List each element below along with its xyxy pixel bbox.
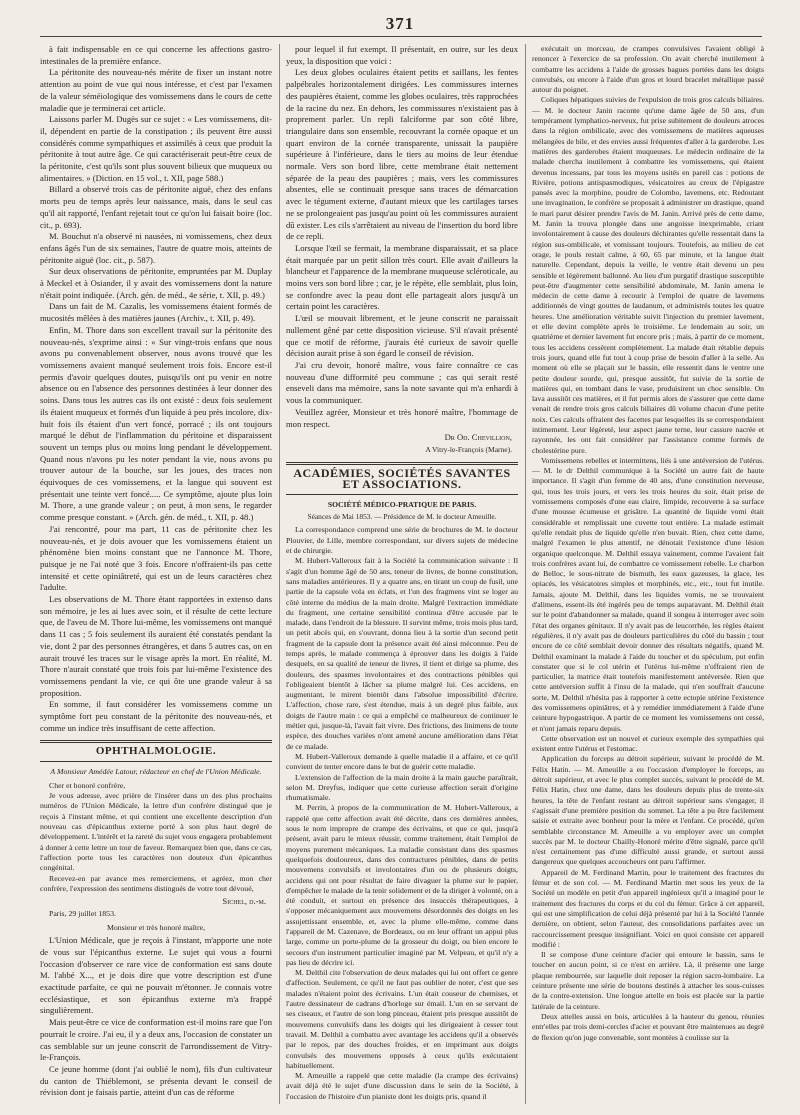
paragraph: Dans un fait de M. Cazalis, les vomissemens étaient formés de mucosités mêlées à des matières jaunes (Archiv., t. XII, p. 49).	[40, 301, 272, 324]
paragraph: M. Perrin, à propos de la communication de M. Hubert-Valleroux, a rappelé que cette affection avait été décrite, dans ces dernières années, sous le nom impropre de crampe des écrivains, et que ce qui, jusqu'à présent, avait paru le mieux réussir, comme traitement, était l'emploi de moyens purement mécaniques. La maladie consistant dans des spasmes quelquefois douloureux, dans des contractures pénibles, dans de petits mouvemens convulsifs et involontaires d'un ou de plusieurs doigts, accidens qui ont pour résultat de faire divaguer la plume sur le papier, d'empêcher le malade de la tenir solidement et de la diriger à volonté, on a été conduit, et surtout en présence des insuccès thérapeutiques, à s'opposer mécaniquement aux mouvemens désordonnés des doigts en les assujettissant ensemble, et, avec la plume elle-même, comme dans l'appareil de M. Cazenave, de Bordeaux, ou en leur offrant un appui plus large, comme un porte-plume de la grosseur du doigt, ou bien encore le secours d'un instrument particulier imaginé par M. Velpeau, et qu'il n'y a pas lieu de décrire ici.	[286, 803, 518, 967]
letter-date: Paris, 29 juillet 1853.	[49, 908, 116, 918]
column-divider	[525, 44, 526, 1104]
paragraph: Application du forceps au détroit supérieur, suivant le procédé de M. Félix Hatin. — M. Ameuille a eu l'occasion d'employer le forceps, au détroit supérieur, et avec le plus complet succès, suivant le procédé de M. Félix Hatin, chez une dame, dans les douleurs depuis plus de trente-six heures, la tête de l'enfant restant au détroit supérieur sans s'engager, il s'agissait d'une première position du sommet. La tête a pu être facilement saisie et extraite avec bonheur pour la mère et l'enfant. Ce procédé, qu'en semblable circonstance M. Ameuille a vu employer avec un complet succès par M. le docteur Chailly-Honoré mérite d'être signalé, parce qu'il n'est certainement pas d'une difficulté aussi grande, et surtout aussi dangereux que quelques accoucheurs ont paru l'affirmer.	[532, 754, 764, 867]
letter-1	[40, 781, 272, 894]
paragraph: Lorsque l'œil se fermait, la membrane disparaissait, et sa place était marquée par un petit sillon très court. Elle avait d'ailleurs la blancheur et l'apparence de la membrane muqueuse scléroticale, au moins vers son bord libre ; car, je le répète, elle semblait, plus loin, se confondre avec la peau dont elle partageait alors jusqu'à un certain point les caractères.	[286, 242, 518, 312]
section-title-academies: ACADÉMIES, SOCIÉTÉS SAVANTES ET ASSOCIATIONS.	[286, 462, 518, 495]
paragraph: Ce jeune homme (dont j'ai oublié le nom), fils d'un cultivateur du canton de Thiéblemont, se présenta devant le conseil de révision dont je faisais partie, atteint d'un cas de réforme	[40, 1064, 272, 1098]
column-divider	[279, 44, 280, 1104]
paragraph: L'œil se mouvait librement, et le jeune conscrit ne paraissait nullement gêné par cette disposition vicieuse. S'il n'avait présenté que ce motif de réforme, j'aurais été curieux de savoir quelle décision aurait prise à son égard le conseil de révision.	[286, 313, 518, 359]
paragraph: M. Hubert-Valleroux fait à la Société la communication suivante : Il s'agit d'un homme âgé de 50 ans, teneur de livres, de bonne constitution, sans maladies antérieures. Il y a quatre ans, en tirant un coup de fusil, une partie de la capsule vola en éclats, et l'un des fragmens vint se loger au côté interne du médius de la main droite. Malgré l'extraction immédiate du fragment, une certaine sensibilité continua d'être accusée par le malade, dans l'endroit de la blessure. Il survint même, trois mois plus tard, un petit abcès qui, en s'ouvrant, donna lieu à la sortie d'un second petit fragment de la capsule dont la présence avait été ainsi méconnue. Peu de temps après, le malade commença à éprouver dans les doigts à l'aide desquels, en sa qualité de teneur de livres, il tient et dirige sa plume, des douleurs, des spasmes involontaires et des contractions pénibles qui l'obligeaient bientôt à lâcher sa plume malgré lui. Ces accidens, en augmentant, le mirent bientôt dans l'absolue impossibilité d'écrire. L'affection, chose rare, s'est étendue, mais à un degré plus faible, aux doigts de l'autre main : ce qui a empêché ce malheureux de continuer le métier qui, jusque-là, l'avait fait vivre. Des frictions, des linimens de toute espèce, des douches variées n'ont amené aucune amélioration dans l'état de ce malade.	[286, 556, 518, 751]
col2-letter	[286, 44, 518, 430]
paragraph: pour lequel il fut exempt. Il présentait, en outre, sur les deux yeux, la disposition que voici :	[286, 44, 518, 66]
letter-signature: Sichel, d.-m.	[222, 896, 266, 907]
column-left	[40, 44, 272, 1104]
society-title: SOCIÉTÉ MÉDICO-PRATIQUE DE PARIS.	[327, 500, 477, 510]
paragraph: Je vous adresse, avec prière de l'insérer dans un des plus prochains numéros de l'Union Médicale, la lettre d'un confrère distingué que je reçois à l'instant même, et qui contient une excellente description d'un nouveau cas d'épicanthus externe porté à son plus haut degré de développement. L'intérêt et la rareté du sujet vous engagera probablement à donner à cette lettre un tour de faveur. Remarquez bien que, dans ce cas, l'affection porte tous les caractères non douteux d'un épicanthus congénital.	[40, 791, 272, 873]
paragraph: Cher et honoré confrère,	[49, 780, 126, 790]
paragraph: En somme, il faut considérer les vomissemens comme un symptôme fort peu constant de la péritonite des nouveau-nés, et comme un indice très insuffisant de cette affection.	[40, 699, 272, 733]
header-rule	[40, 36, 762, 37]
paragraph: Sur deux observations de péritonite, empruntées par M. Duplay à Meckel et à Osiander, il y avait des vomissemens dont la nature n'était point indiquée. (Arch. gén. de méd., 4e série, t. XII, p. 49.)	[40, 266, 272, 300]
paragraph: M. Ameuille a rappelé que cette maladie (la crampe des écrivains) avait déjà été le sujet d'une discussion dans le sein de la Société, à l'occasion de l'histoire d'un pianiste dont les doigts pris, quand il	[286, 1071, 518, 1101]
author-location: A Vitry-le-François (Marne).	[425, 444, 512, 454]
paragraph: M. Hubert-Valleroux demande à quelle maladie il a affaire, et ce qu'il convient de tenter encore dans le but de guérir cette maladie.	[286, 751, 518, 772]
page-number: 371	[385, 14, 415, 33]
paragraph: exécutait un morceau, de crampes convulsives l'avaient obligé à renoncer à l'exercice de sa profession. On avait cherché inutilement à combattre les accidens à l'aide de grosses bagues portées dans les doigts convulsés, ou encore à l'aide d'un gros et lourd bracelet métallique passé autour du poignet.	[532, 44, 764, 95]
paragraph: Billard a observé trois cas de péritonite aiguë, chez des enfans morts peu de temps après leur naissance, mais, dans le seul cas qu'il ait rapporté, l'enfant rejetait tout ce qu'on lui faisait boire (loc. cit., p. 693).	[40, 184, 272, 230]
paragraph: Deux attelles aussi en bois, articulées à la hauteur du genou, réunies entr'elles par trois demi-cercles d'acier et pouvant être maintenues au degré de flexion qu'on juge convenable, sont montées à coulisse sur la	[532, 1011, 764, 1042]
paragraph: Mais peut-être ce vice de conformation est-il moins rare que l'on pourrait le croire. J'ai eu, il y a deux ans, l'occasion de constater un cas semblable sur un jeune conscrit de l'arrondissement de Vitry-le-François.	[40, 1017, 272, 1063]
letter-2	[40, 935, 272, 1099]
author-signature: Dr Od. Chevillion,	[444, 432, 512, 443]
paragraph: Coliques hépatiques suivies de l'expulsion de trois gros calculs biliaires. — M. le docteur Janin raconte qu'une dame âgée de 50 ans, d'un tempérament lymphatico-nerveux, fut prise subitement de douleurs atroces dans la région ombilicale, avec des vomissemens de matières aqueuses mélangées de bile, et des envies aussi fréquentes d'aller à la garderobe. Les matières des garderobes étaient muqueuses. Le médecin ordinaire de la malade chercha inutilement à combattre les vomissemens, qui étaient devenus incessans, par tous les moyens usités en pareil cas : potions de Rivière, potions antispasmodiques, vésicatoires au creux de l'épigastre pansés avec la morphine, poudre de Colombo, lavemens, etc. Redoutant une invagination, le confrère se proposait à administrer un drastique, quand le mari parut désirer prendre l'avis de M. Janin. Arrivé près de cette dame, M. Janin la trouva plongée dans une angoisse inexprimable, criant involontairement à cause des douleurs déchirantes qu'elle ressentait dans la région sus-ombilicale, et vomissant toujours. Toutefois, au milieu de cet orage, le pouls restait calme, à 60, 65 par minute, et la langue était naturelle. Cependant, depuis la veille, le ventre était devenu un peu sensible et légèrement ballonné. Au lieu d'un purgatif drastique susceptible peut-être d'augmenter cette sensibilité abdominale, M. Janin amena le médecin de cette dame à recourir à l'emploi de quatre de lavemens additionnés de vingt gouttes de laudanum, et administrés toutes les quatre heures. Une amélioration véritable suivit l'injection du premier lavement, et elle devint complète après le troisième. Le lendemain au soir, un quatrième et dernier lavement fut encore pris ; mais, à partir de ce moment, tous les accidens cessèrent complètement. La malade était rétablie depuis trois jours, quand elle fut tout à coup prise de besoin d'aller à la selle. Au moment où elle se plaçait sur le bassin, elle ressentit dans le ventre une petite douleur sourde, qui, presque aussitôt, fut suivie de la sortie de matières qui, en tombant dans le vase, produisirent un choc sensible. On lava aussitôt ces matières, et il fut permis alors de s'assurer que cette dame venait de rendre trois gros calculs biliaires dû volume chacun d'une petite noix. Ces calculs offraient des facettes par lesquelles ils se correspondaient intimement. Leur légèreté, leur aspect jaune terne, leur cassure nacrée et rayonnée, les ont fait considérer par l'assistance comme formés de cholestérine pure.	[532, 95, 764, 455]
paragraph: La correspondance comprend une série de brochures de M. le docteur Plouvier, de Lille, membre correspondant, sur divers sujets de médecine et de chirurgie.	[286, 525, 518, 556]
col1-body	[40, 44, 272, 734]
paragraph: Recevez-en par avance mes remerciemens, et agréez, mon cher confrère, l'expression des sentimens distingués de votre tout dévoué,	[40, 873, 272, 893]
col2-proceedings	[286, 525, 518, 1102]
letter-greeting: Monsieur et très honoré maître,	[106, 922, 206, 932]
paragraph: Les observations de M. Thore étant rapportées in extenso dans son mémoire, je les ai lues avec soin, et il résulte de cette lecture que, de l'aveu de M. Thore lui-même, les vomissemens ont manqué dans 11 cas ; 5 fois seulement ils auraient été constatés pendant la vie, dont 2 par des personnes étrangères, et dans 5 autres cas, on en aurait trouvé les traces sur le visage après la mort. En réalité, M. Thore n'aurait constaté que trois fois par lui-même l'existence des vomissemens pendant la vie, ce qui ôte une grande valeur à sa proposition.	[40, 594, 272, 698]
paragraph: M. Delthil cite l'observation de deux malades qui lui ont offert ce genre d'affection. Seulement, ce qu'il ne faut pas oublier de noter, c'est que ses malades n'étaient point des écrivains. L'un était couseur de chemises, et l'autre dessinateur de cadrans d'horloge sur émail. L'un en se servant de ses ciseaux, et l'autre de son long pinceau, étaient pris presque aussitôt de mouvemens convulsifs dans les doigts qui les dirigeaient à cesser tout travail. M. Delthil a combattu avec avantage les accidens qu'il a observés par le repos, par des douches froides, et en imprimant aux doigts convulsés des mouvemens opposés à ceux qu'ils exécutaient habituellement.	[286, 968, 518, 1070]
letter-heading: A Monsieur Amédée Latour, rédacteur en chef de l'Union Médicale.	[50, 767, 262, 777]
paragraph: Laissons parler M. Dugès sur ce sujet : « Les vomissemens, dit-il, dépendent en partie de la constipation ; ils peuvent être aussi considérés comme sympathiques et assimilés à ceux que produit la péritonite à tout autre âge. Ce qui caractériserait peut-être ceux de la péritonite, c'est qu'ils sont plus souvent bilieux que muqueux ou alimentaires. » (Diction. en 15 vol., t. XII, page 588.)	[40, 114, 272, 183]
paragraph: Il se compose d'une ceinture d'acier qui entoure le bassin, sans le toucher en aucun point, si ce n'est en arrière. Là, il présente une large plaque rembourrée, sur laquelle doit reposer la région sacro-lombaire. La ceinture présente une série de boutons destinés à attacher les sous-cuisses de la contre-extension. Une longue attelle en bois est placée sur la partie latérale de la ceinture.	[532, 950, 764, 1011]
paragraph: L'extension de l'affection de la main droite à la main gauche paraîtrait, selon M. Dreyfus, indiquer que cette curieuse affection serait d'origine rhumatismale.	[286, 772, 518, 803]
paragraph: Cette observation est un nouvel et curieux exemple des sympathies qui existent entre l'utérus et l'estomac.	[532, 733, 764, 754]
column-middle	[286, 44, 518, 1104]
column-right	[532, 44, 764, 1104]
paragraph: Vomissemens rebelles et intermittens, liés à une antéversion de l'utérus. — M. le dr Delthil communique à la Société un autre fait de haute importance. Il s'agit d'un femme de 40 ans, d'une constitution nerveuse, qui, tous les trois jours, et vers les trois heures du soir, était prise de vomissemens composés d'une eau claire, limpide, recouverte à sa surface d'une mousse écumeuse et grisâtre. La quantité de liquide vomi était considérable et remplissait une cuvette tout entière. La malade estimait qu'elle rendait plus de liquide qu'elle n'en buvait. Rien, chez cette dame, malgré l'examen le plus attentif, ne dénotait l'existence d'une lésion organique quelconque. M. Delthil essaya vainement, comme l'avaient fait trois confrères avant lui, de combattre ce vomissement rebelle. Le charbon de Belloc, le sous-nitrate de bismuth, les eaux gazeuses, la glace, les opiacés, les vésicatoires simples et morphinés, etc., etc., tout fut inutile. Jamais, ajoute M. Delthil, dans les liquides vomis, ne se trouvaient d'alimens, essent-ils été ingérés peu de temps auparavant. M. Delthil était sur le point d'abandonner sa malade, quand il songea à interroger avec soin l'état des organes génitaux. Il n'y avait pas de leucorrhée, les règles étaient régulières, il n'y avait pas de douleurs particulières du côté du bassin ; tout encore de ce côté semblait devoir donner des résultats négatifs, quand M. Delthil examinant la malade à l'aide du toucher et du spéculum, put enfin constater que si le col utérin et l'utérus lui-même n'offraient rien de particulier, la matrice était toutefois manifestement antéversée. Rien que cette antéversion suffit à l'insu de la malade, qui n'en souffrait d'aucune sorte, M. Delthil n'hésita pas à rapporter à cette ectopie utérine l'existence des vomissemens opiniâtres, et à y remédier immédiatement à l'aide d'une ceinture hypogastrique. A partir de ce moment les vomissemens ont cessé, et n'ont jamais reparu depuis.	[532, 455, 764, 733]
paragraph: J'ai cru devoir, honoré maître, vous faire connaître ce cas nouveau d'une difformité peu commune ; cas qui serait resté enseveli dans ma mémoire, sans la note savante qui m'a enhardi à vous la communiquer.	[286, 359, 518, 406]
paragraph: J'ai rencontré, pour ma part, 11 cas de péritonite chez les nouveau-nés, et je dois avouer que les vomissemens étaient un phénomène bien moins constant que ne l'annonce M. Thore, puisque je ne l'ai noté que 3 fois. Encore n'offraient-ils pas cette intensité et cette opiniâtreté, qui est un de leurs caractères chez l'adulte.	[40, 523, 272, 593]
paragraph: Enfin, M. Thore dans son excellent travail sur la péritonite des nouveau-nés, s'exprime ainsi : « Sur vingt-trois enfans que nous avons pu convenablement observer, nous avons trouvé que les vomissemens avaient manqué seulement trois fois. Encore est-il permis d'avoir quelques doutes, puisqu'ils ont pu venir en notre absence ou en l'absence des personnes destinées à leur donner des soins. Dans tous les autres cas ils ont existé : deux fois seulement ils étaient muqueux et formés d'un liquide à peu près incolore, dix-huit fois ils étaient d'un vert foncé, porracé ; ils ont toujours marqué le début de l'inflammation du péritoine et disparaissent souvent un temps plus ou moins long pendant le développement. Quand nous n'avons pu les noter pendant la vie, nous avons pu trouver autour de la bouche, sur les joues, des traces non équivoques de ces vomissemens, et la langue qui souvent est présentait une teinte vert foncé..... Ce symptôme, ajoute plus loin M. Thore, a une grande valeur ; on peut, à mon sens, le regarder comme presque constant. » (Arch. gén. de méd., t. XII, p. 48.)	[40, 324, 272, 523]
paragraph: Les deux globes oculaires étaient petits et saillans, les fentes palpébrales horizontalement dirigées. Les commissures internes des paupières étaient, comme les globes oculaires, très rapprochées de la racine du nez. En dehors, les commissures n'existaient pas à proprement parler. Un repli falciforme par son côté libre, triangulaire dans son ensemble, recouvrant la cornée opaque et un quart environ de la cornée transparente, unissait la paupière supérieure à l'inférieure, dans le tiers au moins de leur étendue normale. Vers son bord libre, cette membrane était nettement séparée de la peau des paupières ; mais, vers les commissures absentes, elle se continuait presque sans traces de démarcation avec le tégument externe, d'autant mieux que les cartilages tarses ne se prolongeaient pas jusqu'au point où les commissures auraient dû exister. Les cils s'arrêtaient au niveau de l'insertion du bord libre de ce repli.	[286, 67, 518, 242]
paragraph: La péritonite des nouveau-nés mérite de fixer un instant notre attention au point de vue qui nous intéresse, et c'est par l'examen de la valeur séméiologique des vomissemens dans le cours de cette maladie que je terminerai cet article.	[40, 67, 272, 113]
paragraph: Appareil de M. Ferdinand Martin, pour le traitement des fractures du fémur et de son col. — M. Ferdinand Martin met sous les yeux de la Société un modèle en petit d'un appareil ingénieux qu'il a imaginé pour le traitement des fractures du corps et du col du fémur. Grâce à cet appareil, qui est une simplification de celui déjà présenté par lui à la Société l'année dernière, on obtient, selon l'auteur, des consolidations parfaites avec un raccourcissement presque insignifiant. Voici en quoi consiste cet appareil modifié :	[532, 867, 764, 949]
paragraph: L'Union Médicale, que je reçois à l'instant, m'apporte une note de vous sur l'épicanthus externe. Le sujet qui vous a fourni l'occasion d'observer ce rare vice de conformation est sans doute M. l'abbé X..., et je dois dire que votre description est d'une exactitude parfaite, ce qui ne pouvait m'étonner. Je connais votre ecclésiastique, et son épicanthus externe m'a frappé singulièrement.	[40, 935, 272, 1016]
paragraph: M. Bouchut n'a observé ni nausées, ni vomissemens, chez deux enfans âgés l'un de six semaines, l'autre de quatre mois, atteints de péritonite aiguë (loc. cit., p. 587).	[40, 231, 272, 265]
section-title-ophthalmologie: OPHTHALMOLOGIE.	[40, 740, 272, 762]
session-line: Séances de Mai 1853. — Présidence de M. le docteur Ameuille.	[307, 511, 497, 521]
paragraph: à fait indispensable en ce qui concerne les affections gastro-intestinales de la première enfance.	[40, 44, 272, 66]
paragraph: Veuillez agréer, Monsieur et très honoré maître, l'hommage de mon respect.	[286, 406, 518, 429]
